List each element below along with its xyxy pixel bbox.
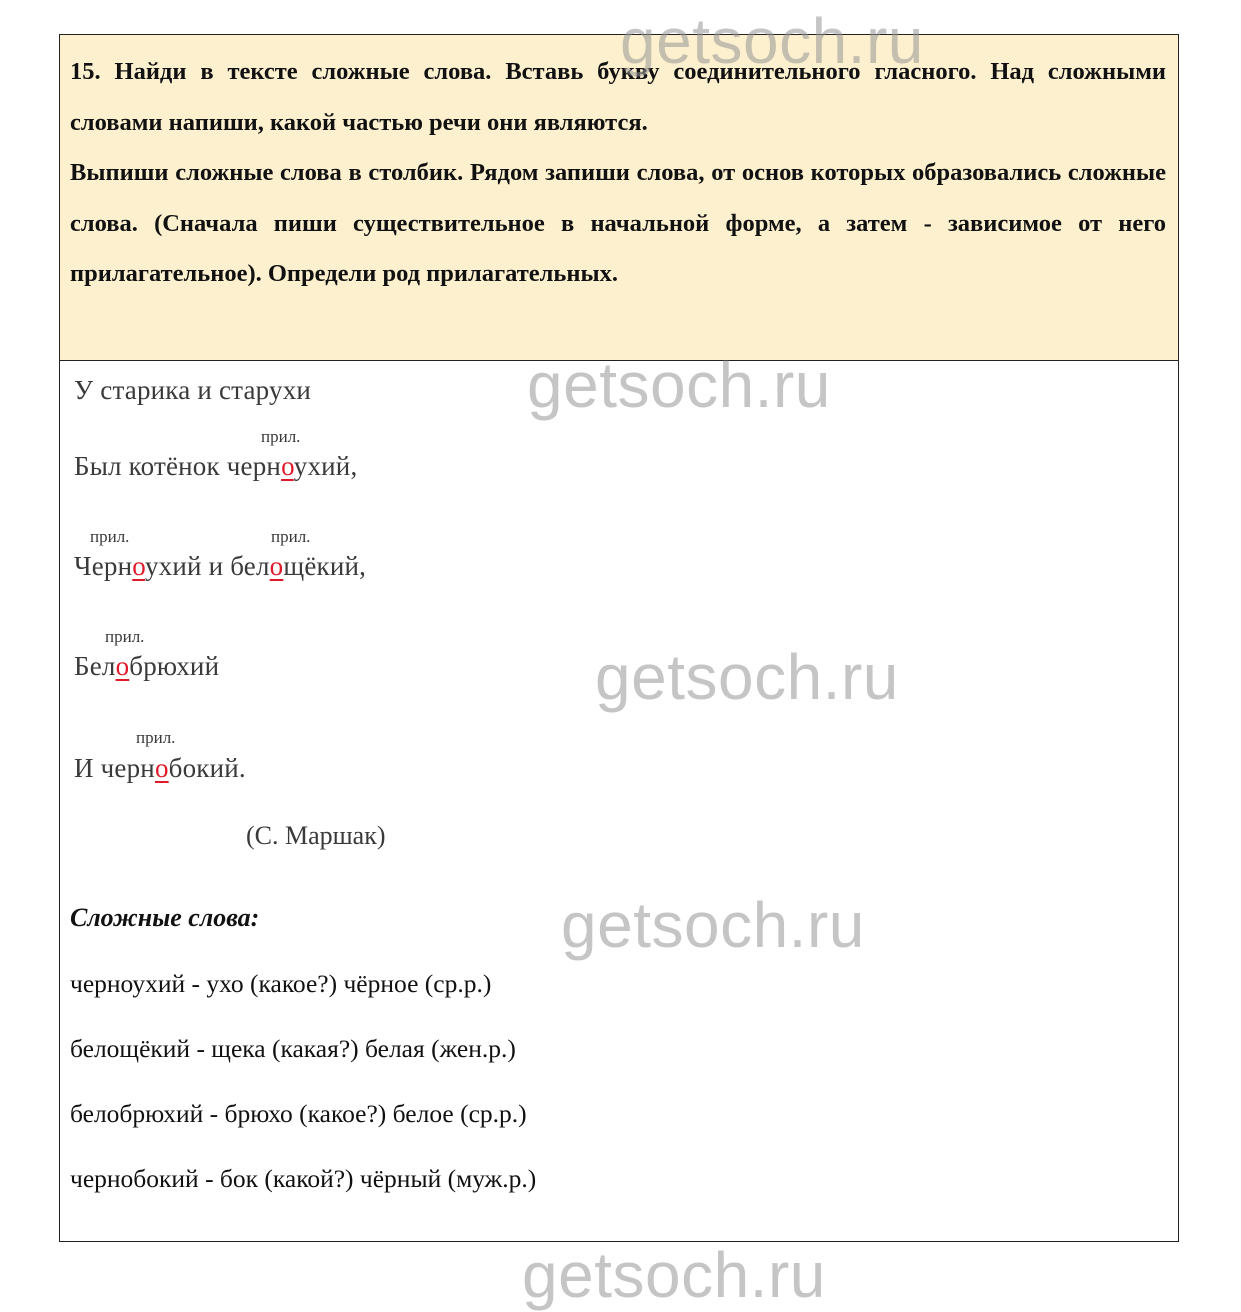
answer-row: чернобокий - бок (какой?) чёрный (муж.р.) <box>70 1164 537 1193</box>
connecting-vowel: о <box>281 451 294 481</box>
exercise-frame <box>59 34 1179 1242</box>
answer-row: черноухий - ухо (какое?) чёрное (ср.р.) <box>70 969 492 998</box>
poem-line-4 <box>74 651 219 682</box>
part-of-speech-label: прил. <box>271 527 311 546</box>
poem-line-3 <box>74 551 366 582</box>
poem-text: бокий. <box>168 753 246 783</box>
watermark: getsoch.ru <box>522 1239 826 1311</box>
poem-text: щёкий, <box>283 551 367 581</box>
poem-line-2 <box>74 451 357 482</box>
poem-text: Был котёнок черн <box>74 451 282 481</box>
answer-row: белобрюхий - брюхо (какое?) белое (ср.р.) <box>70 1099 527 1128</box>
watermark: getsoch.ru <box>527 349 831 421</box>
connecting-vowel: о <box>269 551 284 581</box>
part-of-speech-label: прил. <box>261 427 301 446</box>
connecting-vowel: о <box>115 651 130 681</box>
part-of-speech-label: прил. <box>136 728 176 747</box>
watermark: getsoch.ru <box>595 641 899 713</box>
watermark: getsoch.ru <box>561 889 865 961</box>
poem-author: (С. Маршак) <box>246 821 386 850</box>
connecting-vowel: о <box>132 551 145 581</box>
task-paragraph-2: Выпиши сложные слова в столбик. Рядом запиши слова, от основ которых образовались сложные слова. (Сначала пиши существительное в начальной форме, а затем - зависимое от него прилагательное). Определи род прилагательных. <box>70 159 1166 287</box>
poem-text: И черн <box>74 753 155 783</box>
connecting-vowel: о <box>154 753 169 783</box>
task-box <box>60 35 1178 361</box>
watermark: getsoch.ru <box>620 5 924 77</box>
poem-text: ухий и бел <box>144 551 270 581</box>
poem-text: брюхий <box>129 651 220 681</box>
poem-line-1: У старика и старухи <box>74 375 312 405</box>
answer-row: белощёкий - щека (какая?) белая (жен.р.) <box>70 1034 516 1063</box>
task-paragraph-1: 15. Найди в тексте сложные слова. Вставь букву соединительного гласного. Над сложными словами напиши, какой частью речи они являются. <box>70 58 1166 136</box>
poem-line-5 <box>74 753 246 784</box>
part-of-speech-label: прил. <box>90 527 130 546</box>
part-of-speech-label: прил. <box>105 627 145 646</box>
poem-text: Черн <box>74 551 133 581</box>
poem-text: ухий, <box>293 451 358 481</box>
poem-text: Бел <box>74 651 116 681</box>
answers-title: Сложные слова: <box>70 903 260 932</box>
